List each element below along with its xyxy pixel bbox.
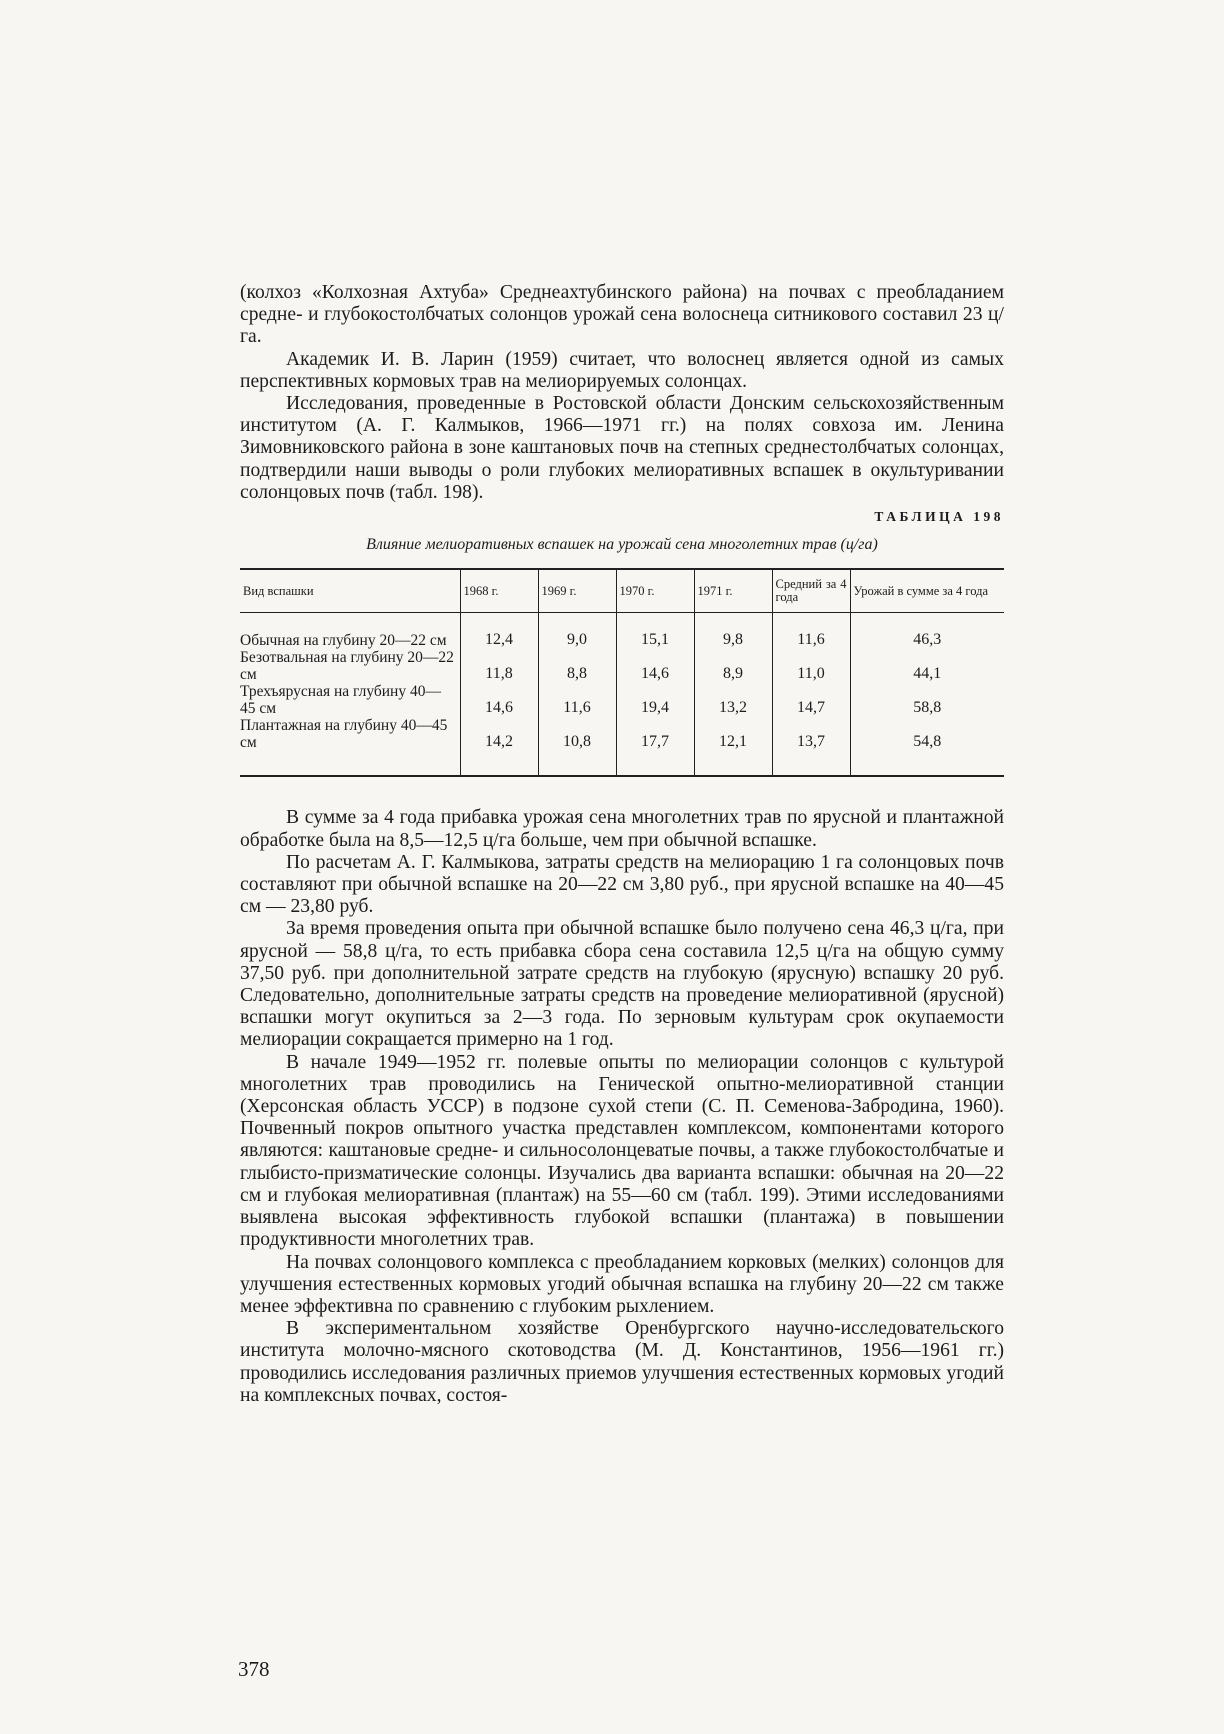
cell-average: 11,0: [772, 649, 850, 683]
row-name: Безотвальная на глубину 20—22 см: [240, 649, 454, 684]
page-body: [240, 282, 1004, 1407]
cell-sum: 44,1: [850, 649, 1004, 683]
cell-sum: 54,8: [850, 717, 1004, 776]
cell-1970: 15,1: [616, 613, 694, 650]
paragraph: В начале 1949—1952 гг. полевые опыты по мелиорации солонцов с культурой многолетних трав проводились на Генической опытно-мелиоративной станции (Херсонская область УССР) в подзоне сухой степи (С. П. Семенова-Забродина, 1960). Почвенный покров опытного участка представлен комплексом, компонентами которого являются: каштановые средне- и сильносолонцеватые почвы, а также глубокостолбчатые и глыбисто-призматические солонцы. Изучались два варианта вспашки: обычная на 20—22 см и глубокая мелиоративная (плантаж) на 55—60 см (табл. 199). Этими исследованиями выявлена высокая эффективность глубокой вспашки (плантажа) в повышении продуктивности многолетних трав.: [240, 1051, 1004, 1251]
cell-1969: 10,8: [538, 717, 616, 776]
header-1970: 1970 г.: [616, 569, 694, 613]
paragraph: На почвах солонцового комплекса с преобладанием корковых (мелких) солонцов для улучшения естественных кормовых угодий обычная вспашка на глубину 20—22 см также менее эффективна по сравнению с глубоким рыхлением.: [240, 1251, 1004, 1317]
cell-sum: 46,3: [850, 613, 1004, 650]
cell-1970: 19,4: [616, 683, 694, 717]
cell-1971: 13,2: [694, 683, 772, 717]
table-caption: Влияние мелиоративных вспашек на урожай сена многолетних трав (ц/га): [366, 536, 878, 554]
cell-1969: 11,6: [538, 683, 616, 717]
yield-table: [240, 568, 1004, 777]
cell-1969: 8,8: [538, 649, 616, 683]
header-1968: 1968 г.: [460, 569, 538, 613]
cell-average: 11,6: [772, 613, 850, 650]
cell-1971: 8,9: [694, 649, 772, 683]
table-header-row: [240, 569, 1004, 613]
paragraph: В экспериментальном хозяйстве Оренбургского научно-исследовательского института молочно-мясного скотоводства (М. Д. Константинов, 1956—1961 гг.) проводились исследования различных приемов улучшения естественных кормовых угодий на комплексных почвах, состоя-: [240, 1318, 1004, 1406]
paragraph: За время проведения опыта при обычной вспашке было получено сена 46,3 ц/га, при ярусной — 58,8 ц/га, то есть прибавка сбора сена составила 12,5 ц/га на общую сумму 37,50 руб. при дополнительной затрате средств на глубокую (ярусную) вспашку 20 руб. Следовательно, дополнительные затраты средств на проведение мелиоративной (ярусной) вспашки могут окупиться за 2—3 года. По зерновым культурам срок окупаемости мелиорации сокращается примерно на 1 год.: [240, 918, 1004, 1051]
header-plowing-type: Вид вспашки: [240, 569, 460, 613]
cell-1970: 14,6: [616, 649, 694, 683]
cell-1968: 14,2: [460, 717, 538, 776]
cell-sum: 58,8: [850, 683, 1004, 717]
row-name: Плантажная на глубину 40—45 см: [240, 717, 448, 752]
table-row: [240, 649, 1004, 683]
page-number: 378: [238, 1657, 270, 1681]
header-average: Средний за 4 года: [772, 569, 850, 613]
cell-average: 14,7: [772, 683, 850, 717]
row-name: Обычная на глубину 20—22 см: [240, 632, 447, 650]
cell-1969: 9,0: [538, 613, 616, 650]
table-label: ТАБЛИЦА 198: [874, 509, 1004, 525]
text-after-table: [240, 807, 1004, 1406]
cell-1971: 9,8: [694, 613, 772, 650]
header-1971: 1971 г.: [694, 569, 772, 613]
paragraph: Академик И. В. Ларин (1959) считает, что волоснец является одной из самых перспективных кормовых трав на мелиорируемых солонцах.: [240, 348, 1004, 392]
paragraph: Исследования, проведенные в Ростовской области Донским сельскохозяйственным институтом (А. Г. Калмыков, 1966—1971 гг.) на полях совхоза им. Ленина Зимовниковского района в зоне каштановых почв на степных среднестолбчатых солонцах, подтвердили наши выводы о роли глубоких мелиоративных вспашек в окультуривании солонцовых почв (табл. 198).: [240, 393, 1004, 503]
table-row: [240, 683, 1004, 717]
table-row: [240, 613, 1004, 650]
row-name: Трехъярусная на глубину 40—45 см: [240, 683, 441, 718]
paragraph: (колхоз «Колхозная Ахтуба» Среднеахтубинского района) на почвах с преобладанием средне- и глубокостолбчатых солонцов урожай сена волоснеца ситникового составил 23 ц/га.: [240, 282, 1004, 348]
cell-1971: 12,1: [694, 717, 772, 776]
table-row: [240, 717, 1004, 776]
paragraph: По расчетам А. Г. Калмыкова, затраты средств на мелиорацию 1 га солонцовых почв составляют при обычной вспашке на 20—22 см 3,80 руб., при ярусной вспашке на 40—45 см — 23,80 руб.: [240, 851, 1004, 918]
paragraph: В сумме за 4 года прибавка урожая сена многолетних трав по ярусной и плантажной обработке была на 8,5—12,5 ц/га больше, чем при обычной вспашке.: [240, 807, 1004, 851]
cell-1970: 17,7: [616, 717, 694, 776]
cell-average: 13,7: [772, 717, 850, 776]
cell-1968: 14,6: [460, 683, 538, 717]
cell-1968: 11,8: [460, 649, 538, 683]
header-sum: Урожай в сумме за 4 года: [850, 569, 1004, 613]
cell-1968: 12,4: [460, 613, 538, 650]
header-1969: 1969 г.: [538, 569, 616, 613]
